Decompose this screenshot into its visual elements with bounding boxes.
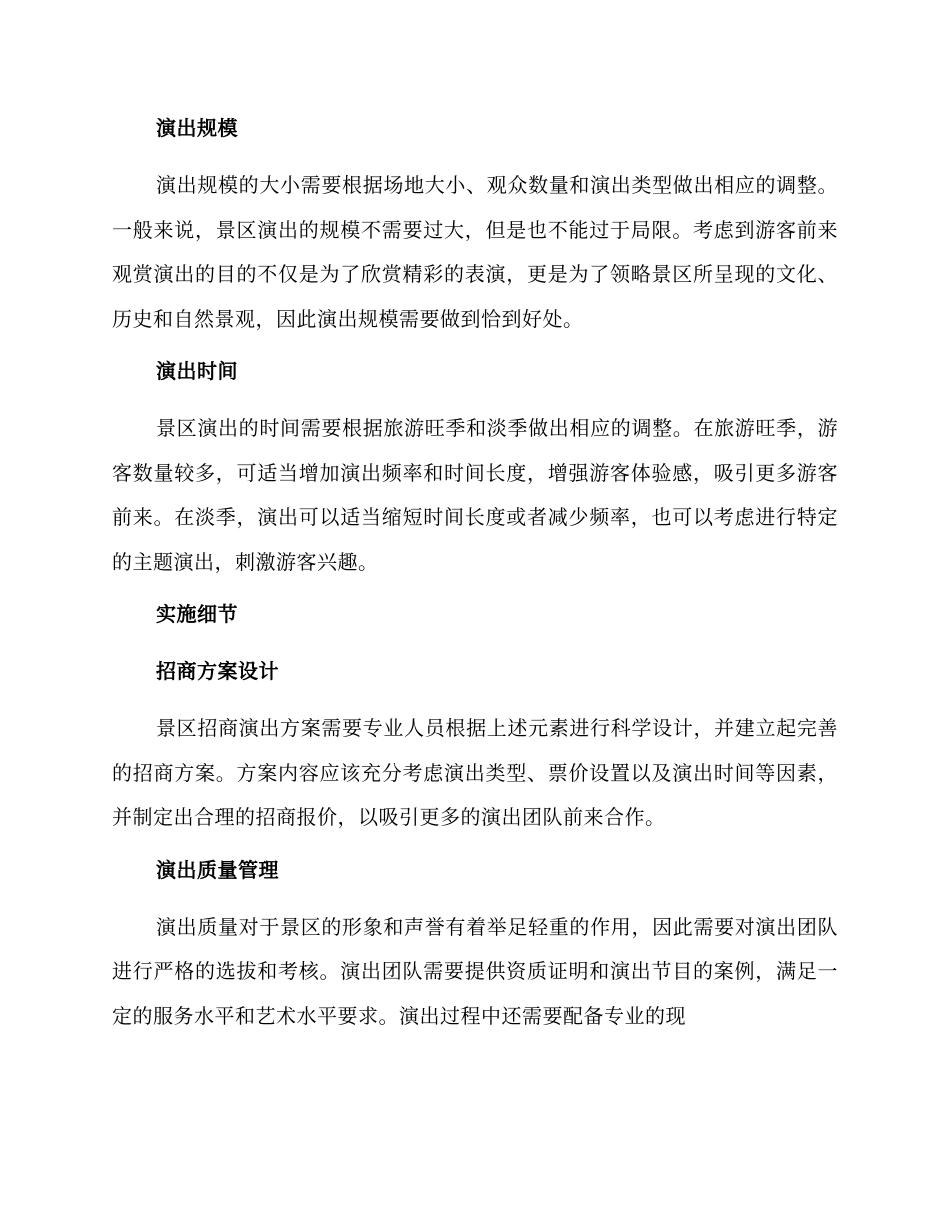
- section-paragraph-quality: 演出质量对于景区的形象和声誉有着举足轻重的作用，因此需要对演出团队进行严格的选拔和考核。演出团队需要提供资质证明和演出节目的案例，满足一定的服务水平和艺术水平要求。演出过程中还需要配备专业的现: [112, 914, 838, 1028]
- section-paragraph-investment-plan: 景区招商演出方案需要专业人员根据上述元素进行科学设计，并建立起完善的招商方案。方案内容应该充分考虑演出类型、票价设置以及演出时间等因素，并制定出合理的招商报价，以吸引更多的演出团队前来合作。: [112, 716, 838, 829]
- section-paragraph-time: 景区演出的时间需要根据旅游旺季和淡季做出相应的调整。在旅游旺季，游客数量较多，可适当增加演出频率和时间长度，增强游客体验感，吸引更多游客前来。在淡季，演出可以适当缩短时间长度或者减少频率，也可以考虑进行特定的主题演出，刺激游客兴趣。: [112, 416, 838, 574]
- section-heading-quality: 演出质量管理: [156, 857, 279, 882]
- section-heading-time: 演出时间: [156, 359, 238, 383]
- section-heading-investment-plan: 招商方案设计: [156, 659, 279, 683]
- section-heading-scale: 演出规模: [156, 116, 238, 140]
- section-heading-implementation: 实施细节: [156, 602, 238, 626]
- section-paragraph-scale: 演出规模的大小需要根据场地大小、观众数量和演出类型做出相应的调整。一般来说，景区演出的规模不需要过大，但是也不能过于局限。考虑到游客前来观赏演出的目的不仅是为了欣赏精彩的表演，更是为了领略景区所呈现的文化、历史和自然景观，因此演出规模需要做到恰到好处。: [112, 173, 838, 331]
